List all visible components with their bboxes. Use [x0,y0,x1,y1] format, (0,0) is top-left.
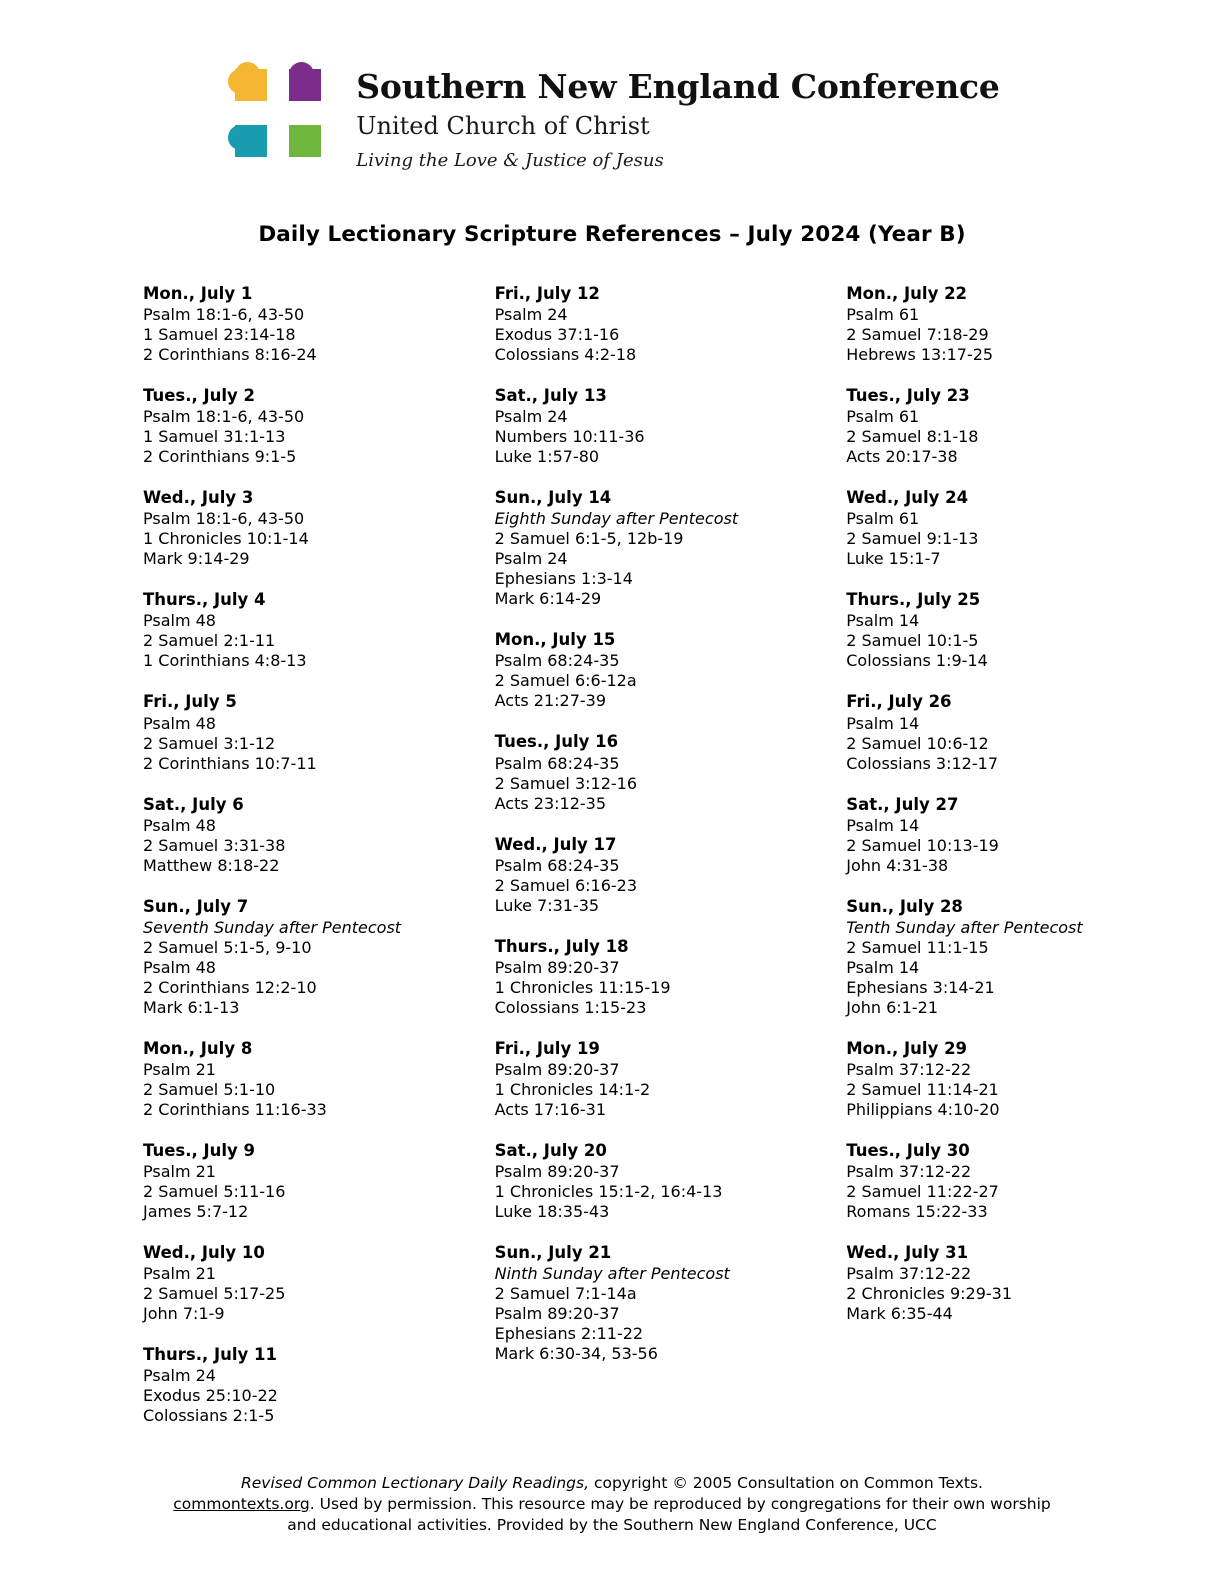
scripture-reading: Psalm 21 [143,1059,216,1079]
lectionary-entry [143,794,457,876]
lectionary-entry [846,794,1084,876]
entry-date: Sun., July 21 [494,1242,612,1262]
lectionary-entry [495,283,771,365]
scripture-reading: 2 Corinthians 12:2-10 [143,977,317,997]
scripture-reading: Ephesians 3:14-21 [846,977,995,997]
scripture-reading: 1 Samuel 23:14-18 [143,325,296,345]
entry-date: Thurs., July 18 [494,936,629,956]
scripture-reading: John 6:1-21 [846,997,939,1017]
organization-subtitle: United Church of Christ [356,111,650,140]
scripture-reading: Psalm 24 [494,407,568,427]
scripture-reading: 1 Corinthians 4:8-13 [143,651,307,671]
scripture-reading: Psalm 18:1-6, 43-50 [143,305,305,325]
scripture-reading: Psalm 14 [846,713,920,733]
lectionary-entry [495,629,771,711]
scripture-reading: James 5:7-12 [143,1201,249,1221]
scripture-reading: Psalm 18:1-6, 43-50 [143,407,305,427]
entry-date: Wed., July 24 [846,488,969,508]
scripture-reading: 1 Chronicles 11:15-19 [494,977,671,997]
entry-date: Tues., July 30 [846,1140,970,1160]
scripture-reading: 2 Corinthians 10:7-11 [143,753,317,773]
entry-liturgical-note: Tenth Sunday after Pentecost [846,917,1083,937]
entry-date: Sun., July 28 [846,896,963,916]
lectionary-entry [495,834,771,916]
scripture-reading: 1 Chronicles 10:1-14 [143,529,309,549]
scripture-reading: Romans 15:22-33 [846,1201,988,1221]
entry-date: Wed., July 10 [143,1242,265,1262]
scripture-reading: Psalm 89:20-37 [494,1161,620,1181]
organization-name: Southern New England Conference [356,67,1000,106]
entry-date: Tues., July 23 [846,386,970,406]
entry-date: Tues., July 16 [494,732,619,752]
scripture-reading: Psalm 89:20-37 [494,957,620,977]
scripture-reading: 2 Samuel 11:1-15 [846,937,989,957]
entry-date: Sat., July 6 [143,794,244,814]
lectionary-entry [143,385,457,467]
scripture-reading: 2 Samuel 6:1-5, 12b-19 [494,529,684,549]
lectionary-columns [0,283,1224,1446]
scripture-reading: Exodus 25:10-22 [143,1386,278,1406]
scripture-reading: Mark 6:35-44 [846,1304,953,1324]
lectionary-entry [143,487,457,569]
entry-date: Thurs., July 25 [846,590,981,610]
entry-date: Fri., July 19 [494,1038,600,1058]
lectionary-entry [495,385,771,467]
scripture-reading: Acts 17:16-31 [494,1099,607,1119]
lectionary-entry [846,589,1084,671]
entry-date: Mon., July 1 [143,284,253,303]
lectionary-entry [143,1140,457,1222]
scripture-reading: Psalm 14 [846,611,920,631]
document-footer [0,1473,1224,1536]
scripture-reading: Mark 9:14-29 [143,549,250,569]
lectionary-entry [846,691,1084,773]
scripture-reading: 2 Corinthians 9:1-5 [143,447,297,467]
scripture-reading: Acts 23:12-35 [494,793,607,813]
scripture-reading: Luke 15:1-7 [846,549,941,569]
lectionary-entry [846,487,1084,569]
scripture-reading: John 7:1-9 [143,1304,225,1324]
entry-date: Fri., July 26 [846,692,952,712]
scripture-reading: 2 Samuel 8:1-18 [846,427,979,447]
scripture-reading: 2 Samuel 3:12-16 [494,773,638,793]
entry-date: Mon., July 15 [494,630,616,650]
scripture-reading: Psalm 48 [143,815,216,835]
lectionary-entry [495,487,771,609]
scripture-reading: Ephesians 1:3-14 [494,569,633,589]
document-header [0,0,1224,174]
scripture-reading: Psalm 24 [494,305,568,325]
scripture-reading: 2 Samuel 5:11-16 [143,1181,286,1201]
scripture-reading: Psalm 37:12-22 [846,1161,972,1181]
scripture-reading: Ephesians 2:11-22 [494,1324,644,1344]
scripture-reading: Colossians 3:12-17 [846,753,998,773]
scripture-reading: Acts 21:27-39 [494,691,607,711]
entry-date: Sat., July 20 [494,1140,607,1160]
scripture-reading: 2 Chronicles 9:29-31 [846,1284,1012,1304]
lectionary-entry [846,283,1084,365]
footer-source-title: Revised Common Lectionary Daily Readings, [241,1474,590,1493]
lectionary-entry [495,1140,771,1222]
entry-date: Sat., July 13 [494,386,607,406]
scripture-reading: 2 Samuel 3:31-38 [143,835,286,855]
scripture-reading: 2 Samuel 5:1-5, 9-10 [143,937,312,957]
scripture-reading: Philippians 4:10-20 [846,1099,1000,1119]
entry-date: Thurs., July 11 [143,1345,277,1365]
logo-text-block [356,58,999,171]
entry-date: Wed., July 3 [143,488,254,508]
scripture-reading: 1 Chronicles 15:1-2, 16:4-13 [494,1181,723,1201]
lectionary-entry [846,385,1084,467]
lectionary-entry [143,896,457,1018]
lectionary-column-2 [457,283,771,1384]
scripture-reading: Psalm 48 [143,611,216,631]
entry-date: Tues., July 9 [143,1140,256,1160]
scripture-reading: 2 Samuel 9:1-13 [846,529,979,549]
scripture-reading: Psalm 68:24-35 [494,753,620,773]
entry-date: Fri., July 5 [143,692,237,712]
scripture-reading: Psalm 37:12-22 [846,1264,972,1284]
scripture-reading: Colossians 1:15-23 [494,997,647,1017]
lectionary-column-1 [143,283,457,1446]
lectionary-entry [846,1242,1084,1324]
scripture-reading: Psalm 48 [143,713,216,733]
entry-date: Tues., July 2 [143,386,256,406]
scripture-reading: Psalm 18:1-6, 43-50 [143,509,305,529]
scripture-reading: Luke 7:31-35 [494,895,600,915]
scripture-reading: 2 Samuel 10:6-12 [846,733,989,753]
lectionary-entry [846,896,1084,1018]
scripture-reading: Psalm 37:12-22 [846,1059,972,1079]
scripture-reading: 2 Samuel 6:16-23 [494,875,638,895]
organization-tagline: Living the Love & Justice of Jesus [356,149,664,171]
entry-date: Sat., July 27 [846,794,959,814]
page-title: Daily Lectionary Scripture References – July 2024 (Year B) [258,222,966,247]
scripture-reading: Mark 6:14-29 [494,589,602,609]
scripture-reading: 2 Samuel 10:13-19 [846,835,999,855]
scripture-reading: Psalm 89:20-37 [494,1059,620,1079]
entry-date: Wed., July 17 [494,834,617,854]
scripture-reading: Psalm 14 [846,815,920,835]
lectionary-entry [495,1038,771,1120]
ucc-cross-logo-icon [224,58,334,174]
lectionary-entry [846,1140,1084,1222]
footer-copyright-text: copyright © 2005 Consultation on Common Texts. [589,1474,983,1493]
entry-date: Mon., July 8 [143,1038,253,1058]
logo-petal-purple-icon [282,62,328,108]
lectionary-entry [143,1344,457,1426]
scripture-reading: 2 Samuel 11:22-27 [846,1181,999,1201]
scripture-reading: John 4:31-38 [846,855,949,875]
scripture-reading: 2 Samuel 6:6-12a [494,671,637,691]
scripture-reading: 2 Samuel 7:18-29 [846,325,989,345]
scripture-reading: 2 Samuel 10:1-5 [846,631,979,651]
scripture-reading: Psalm 21 [143,1264,216,1284]
entry-date: Fri., July 12 [494,284,600,303]
scripture-reading: 2 Samuel 5:17-25 [143,1284,286,1304]
scripture-reading: Luke 1:57-80 [494,447,600,467]
scripture-reading: Psalm 24 [494,549,568,569]
scripture-reading: Psalm 68:24-35 [494,855,620,875]
lectionary-column-3 [770,283,1084,1344]
scripture-reading: Mark 6:1-13 [143,997,240,1017]
scripture-reading: Numbers 10:11-36 [494,427,645,447]
scripture-reading: Psalm 89:20-37 [494,1304,620,1324]
logo-petal-yellow-icon [228,62,274,108]
logo [224,58,999,174]
scripture-reading: Psalm 48 [143,957,216,977]
entry-date: Mon., July 29 [846,1038,968,1058]
entry-date: Sun., July 7 [143,896,249,916]
scripture-reading: Matthew 8:18-22 [143,855,280,875]
scripture-reading: 2 Corinthians 8:16-24 [143,345,317,365]
scripture-reading: Psalm 61 [846,407,920,427]
entry-date: Thurs., July 4 [143,590,266,610]
lectionary-entry [143,691,457,773]
scripture-reading: Psalm 21 [143,1161,216,1181]
lectionary-entry [143,589,457,671]
entry-date: Mon., July 22 [846,284,968,303]
scripture-reading: 1 Chronicles 14:1-2 [494,1079,651,1099]
scripture-reading: Mark 6:30-34, 53-56 [494,1344,658,1364]
scripture-reading: 2 Corinthians 11:16-33 [143,1099,327,1119]
lectionary-entry [495,731,771,813]
entry-liturgical-note: Ninth Sunday after Pentecost [494,1264,730,1284]
lectionary-entry [143,283,457,365]
logo-petal-green-icon [282,118,328,164]
entry-date: Wed., July 31 [846,1242,969,1262]
scripture-reading: Luke 18:35-43 [494,1201,610,1221]
lectionary-entry [495,936,771,1018]
scripture-reading: 2 Samuel 7:1-14a [494,1284,637,1304]
scripture-reading: Colossians 2:1-5 [143,1406,275,1426]
scripture-reading: Psalm 61 [846,305,920,325]
entry-date: Sun., July 14 [494,488,612,508]
entry-liturgical-note: Eighth Sunday after Pentecost [494,509,739,529]
scripture-reading: 2 Samuel 3:1-12 [143,733,276,753]
entry-liturgical-note: Seventh Sunday after Pentecost [143,917,402,937]
commontexts-link[interactable]: commontexts.org [173,1495,310,1514]
scripture-reading: Psalm 68:24-35 [494,651,620,671]
lectionary-entry [143,1242,457,1324]
scripture-reading: 2 Samuel 11:14-21 [846,1079,999,1099]
scripture-reading: Colossians 4:2-18 [494,345,637,365]
scripture-reading: Colossians 1:9-14 [846,651,988,671]
scripture-reading: 2 Samuel 2:1-11 [143,631,276,651]
scripture-reading: Exodus 37:1-16 [494,325,620,345]
lectionary-entry [143,1038,457,1120]
scripture-reading: Acts 20:17-38 [846,447,958,467]
scripture-reading: Psalm 24 [143,1366,216,1386]
scripture-reading: Psalm 14 [846,957,920,977]
scripture-reading: 1 Samuel 31:1-13 [143,427,286,447]
lectionary-entry [846,1038,1084,1120]
scripture-reading: Psalm 61 [846,509,920,529]
footer-permission-text: . Used by permission. This resource may be reproduced by congregations for their own worship and educational activities. Provided by the Southern New England Conference, UCC [287,1495,1051,1535]
logo-petal-teal-icon [228,118,274,164]
lectionary-entry [495,1242,771,1364]
scripture-reading: Hebrews 13:17-25 [846,345,994,365]
scripture-reading: 2 Samuel 5:1-10 [143,1079,276,1099]
